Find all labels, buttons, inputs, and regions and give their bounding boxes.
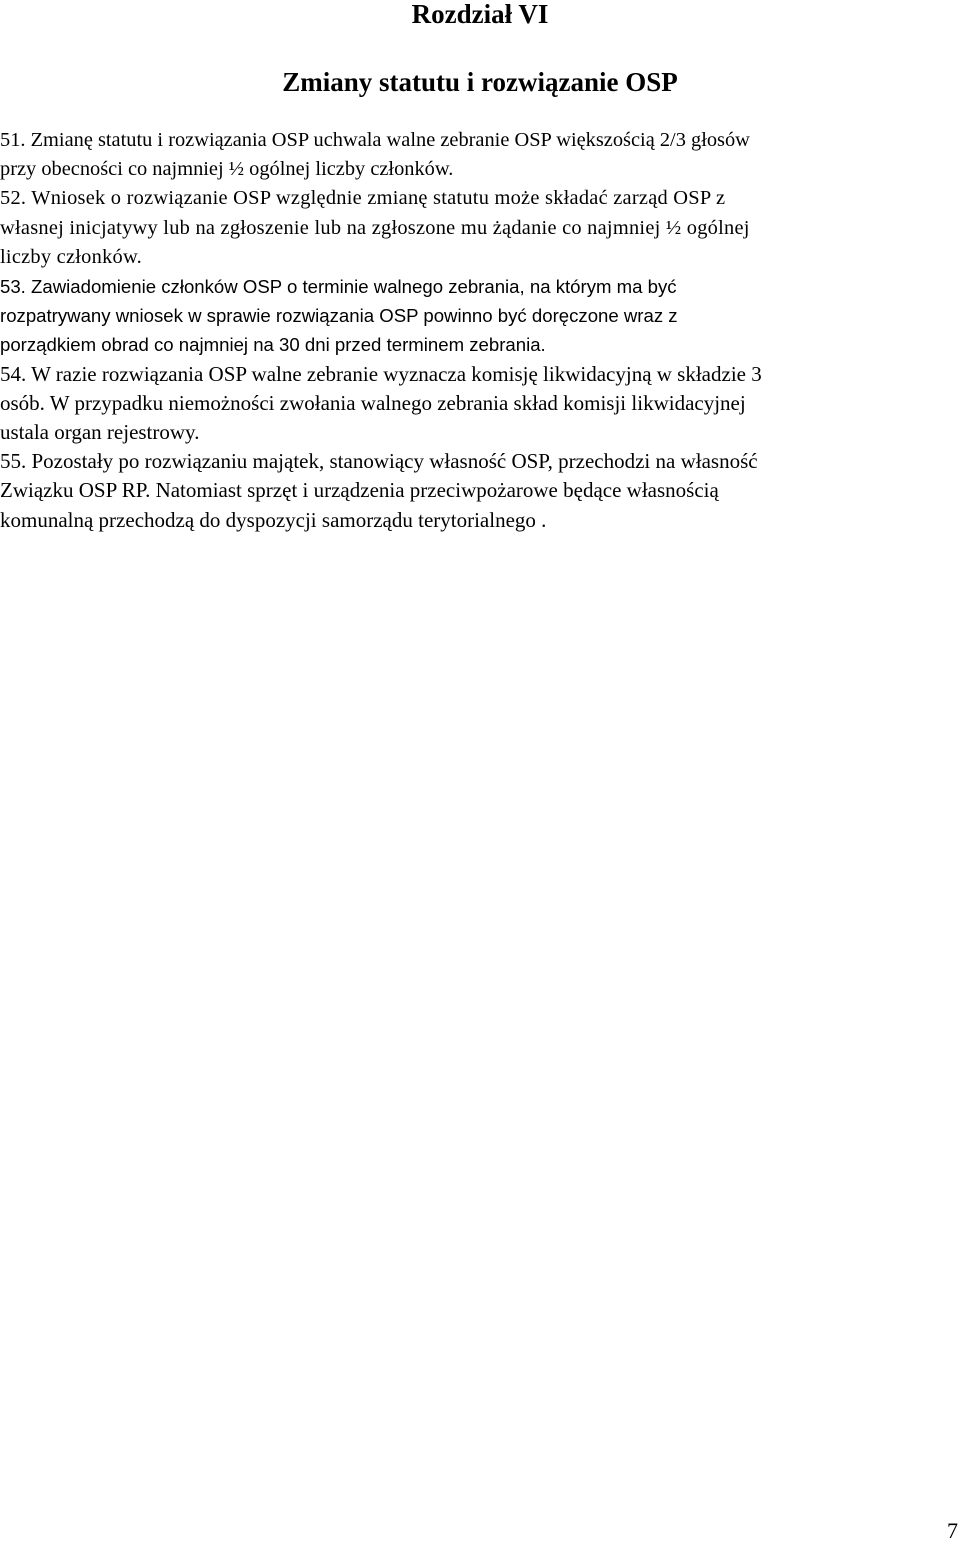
paragraph-line: 51. Zmianę statutu i rozwiązania OSP uchwala walne zebranie OSP większością 2/3 głosów xyxy=(0,129,750,151)
paragraph-line: liczby członków. xyxy=(0,245,142,268)
paragraph-line: komunalną przechodzą do dyspozycji samorządu terytorialnego . xyxy=(0,507,547,532)
paragraph-53 xyxy=(0,272,960,360)
paragraph-line: 54. W razie rozwiązania OSP walne zebranie wyznacza komisję likwidacyjną w składzie 3 xyxy=(0,361,762,386)
paragraph-line: 53. Zawiadomienie członków OSP o terminie walnego zebrania, na którym ma być xyxy=(0,276,677,298)
paragraph-line: ustala organ rejestrowy. xyxy=(0,420,200,445)
paragraph-line: porządkiem obrad co najmniej na 30 dni przed terminem zebrania. xyxy=(0,334,546,356)
paragraph-52 xyxy=(0,184,960,272)
paragraph-line: 55. Pozostały po rozwiązaniu majątek, stanowiący własność OSP, przechodzi na własność xyxy=(0,449,758,474)
paragraph-54 xyxy=(0,360,960,448)
paragraph-51 xyxy=(0,126,960,184)
paragraph-line: osób. W przypadku niemożności zwołania walnego zebrania skład komisji likwidacyjnej xyxy=(0,390,746,415)
document-body xyxy=(0,126,960,535)
chapter-title: Zmiany statutu i rozwiązanie OSP xyxy=(282,67,678,97)
chapter-heading: Rozdział VI xyxy=(411,0,549,29)
page-number: 7 xyxy=(947,1518,958,1543)
paragraph-line: Związku OSP RP. Natomiast sprzęt i urządzenia przeciwpożarowe będące własnością xyxy=(0,478,719,503)
paragraph-55 xyxy=(0,447,960,535)
paragraph-line: rozpatrywany wniosek w sprawie rozwiązania OSP powinno być doręczone wraz z xyxy=(0,305,678,327)
paragraph-line: przy obecności co najmniej ½ ogólnej liczby członków. xyxy=(0,158,454,181)
paragraph-line: 52. Wniosek o rozwiązanie OSP względnie zmianę statutu może składać zarząd OSP z xyxy=(0,187,726,210)
paragraph-line: własnej inicjatywy lub na zgłoszenie lub na zgłoszone mu żądanie co najmniej ½ ogólnej xyxy=(0,216,750,239)
